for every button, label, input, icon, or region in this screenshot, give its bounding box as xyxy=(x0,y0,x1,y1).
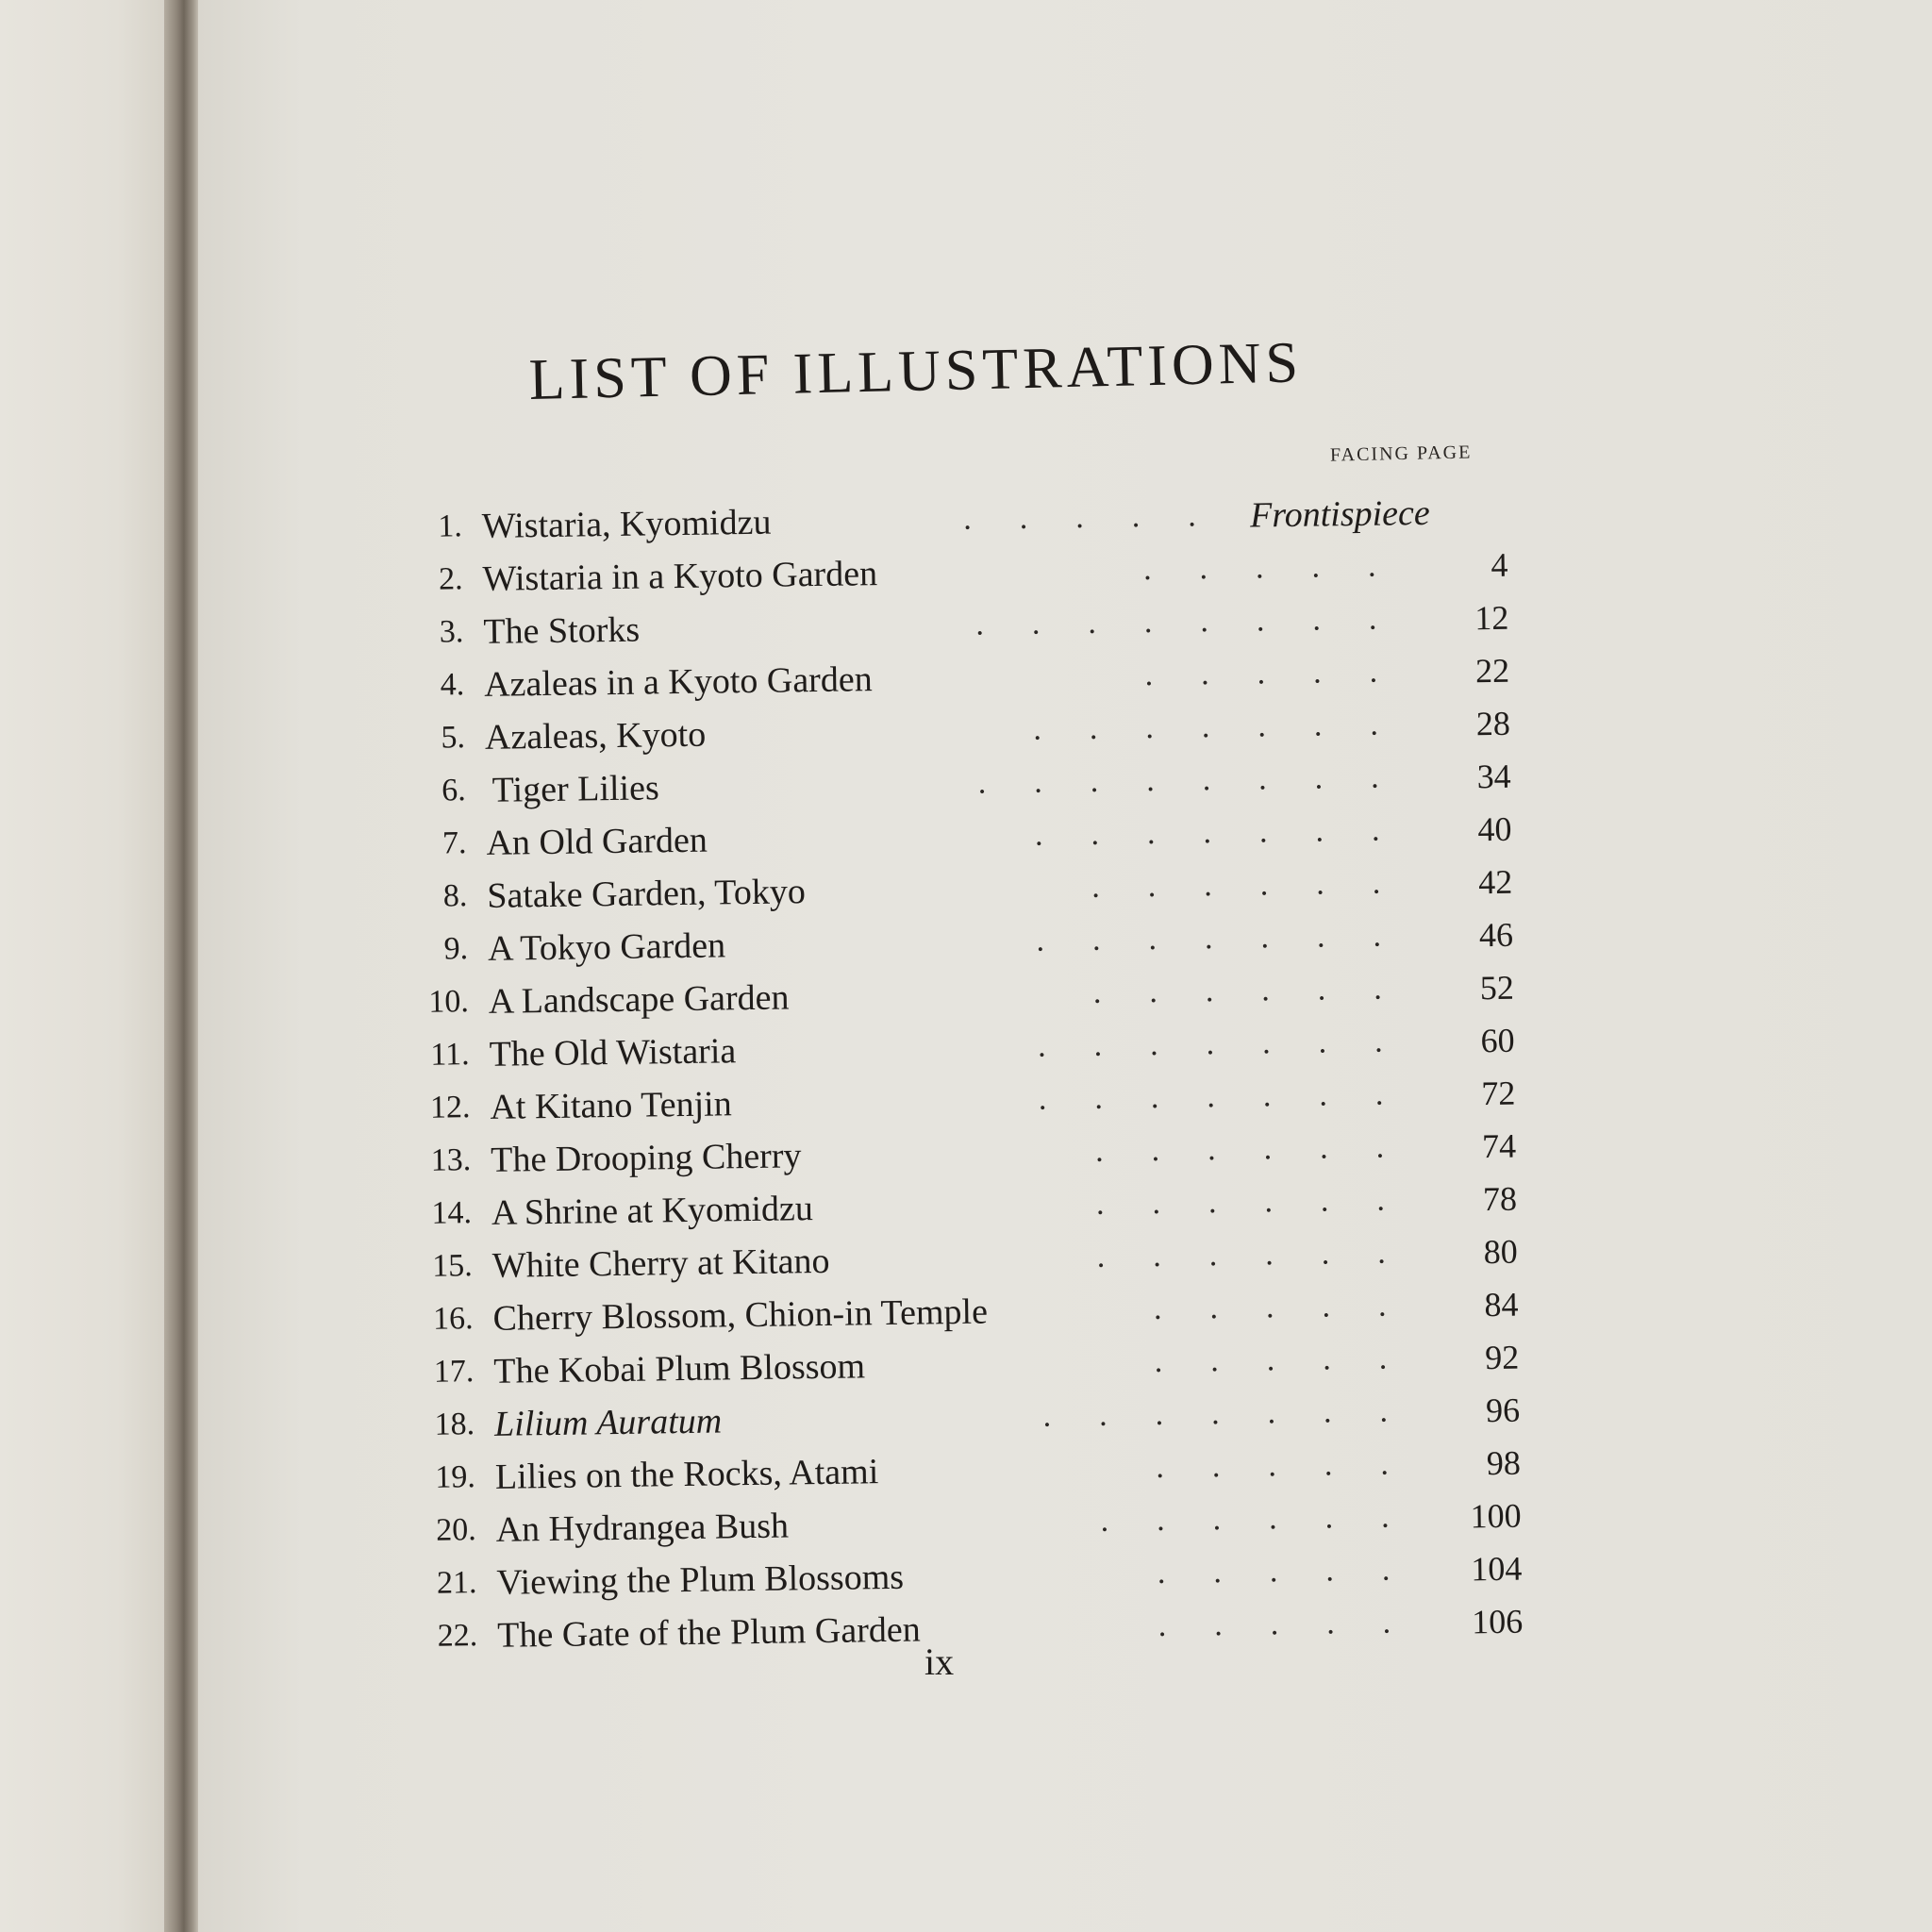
entry-page: 100 xyxy=(1470,1496,1522,1536)
entry-page: 98 xyxy=(1486,1443,1522,1483)
entry-title: Viewing the Plum Blossoms xyxy=(496,1557,905,1603)
entry-page: 28 xyxy=(1475,704,1511,743)
entry-number: 12. xyxy=(429,1090,471,1125)
entry-number: 2. xyxy=(438,561,463,597)
entry-page: 72 xyxy=(1481,1074,1516,1113)
entry-number: 10. xyxy=(428,984,470,1020)
entry-title: A Shrine at Kyomidzu xyxy=(491,1189,814,1233)
column-header: FACING PAGE xyxy=(1329,441,1473,466)
entry-title: An Hydrangea Bush xyxy=(495,1506,790,1550)
entry-title: Wistaria in a Kyoto Garden xyxy=(482,554,878,599)
dot-leader: . . . . . . xyxy=(1092,971,1383,1010)
entry-page: 40 xyxy=(1477,809,1512,849)
entry-page: 42 xyxy=(1477,862,1513,902)
entry-number: 4. xyxy=(440,667,465,703)
dot-leader: . . . . . . . xyxy=(1033,707,1379,747)
entry-title: The Kobai Plum Blossom xyxy=(493,1346,866,1391)
entry-title: An Old Garden xyxy=(486,820,708,863)
dot-leader: . . . . . . . . xyxy=(977,759,1379,801)
entry-number: 3. xyxy=(439,614,464,650)
entry-title: Tiger Lilies xyxy=(491,768,660,810)
entry-page: 96 xyxy=(1485,1391,1521,1430)
entry-title: The Gate of the Plum Garden xyxy=(496,1609,921,1656)
dot-leader: . . . . . . . xyxy=(1038,1076,1384,1117)
entry-title: Satake Garden, Tokyo xyxy=(487,872,807,916)
dot-leader: . . . . . xyxy=(1153,1288,1387,1327)
entry-number: 19. xyxy=(435,1459,476,1495)
dot-leader: . . . . . . xyxy=(1100,1499,1390,1539)
entry-number: 15. xyxy=(432,1248,474,1284)
entry-page: 60 xyxy=(1480,1021,1515,1060)
dot-leader: . . . . . . . xyxy=(1037,1024,1383,1064)
entry-title: The Drooping Cherry xyxy=(490,1136,802,1180)
entry-page: 74 xyxy=(1481,1126,1517,1166)
dot-leader: . . . . . . xyxy=(1091,865,1381,905)
dot-leader: . . . . . xyxy=(1156,1446,1390,1486)
entry-title: At Kitano Tenjin xyxy=(490,1084,732,1127)
entry-page: 22 xyxy=(1474,651,1510,691)
page-title: LIST OF ILLUSTRATIONS xyxy=(528,330,1304,412)
entry-number: 7. xyxy=(441,825,467,861)
entry-page: 78 xyxy=(1482,1179,1518,1219)
entry-title: Cherry Blossom, Chion-in Temple xyxy=(492,1291,989,1339)
dot-leader: . . . . . xyxy=(1154,1341,1388,1380)
dot-leader: . . . . . xyxy=(1142,548,1376,588)
entry-number: 11. xyxy=(430,1037,470,1073)
entry-title: The Storks xyxy=(483,609,641,652)
entry-number: 21. xyxy=(436,1565,477,1601)
entry-title: Wistaria, Kyomidzu xyxy=(481,502,772,546)
dot-leader: . . . . . xyxy=(1157,1552,1391,1591)
entry-page: 106 xyxy=(1471,1602,1524,1641)
entry-page: Frontispiece xyxy=(1249,492,1431,536)
entry-number: 16. xyxy=(432,1301,474,1337)
entry-page: 4 xyxy=(1491,545,1508,584)
entry-page: 80 xyxy=(1483,1232,1518,1272)
entry-number: 6. xyxy=(441,773,467,808)
dot-leader: . . . . . xyxy=(1144,654,1378,693)
entry-number: 14. xyxy=(431,1195,473,1231)
entry-title: A Landscape Garden xyxy=(488,977,790,1022)
entry-title: The Old Wistaria xyxy=(489,1031,737,1074)
dot-leader: . . . . . . xyxy=(1094,1129,1385,1169)
entry-page: 34 xyxy=(1476,757,1511,796)
dot-leader: . . . . . xyxy=(1158,1605,1391,1644)
entry-title: Lilium Auratum xyxy=(493,1401,723,1444)
entry-number: 5. xyxy=(441,720,466,756)
entry-page: 84 xyxy=(1484,1285,1519,1324)
dot-leader: . . . . . . xyxy=(1096,1235,1386,1274)
entry-number: 13. xyxy=(430,1142,472,1178)
page-folio: ix xyxy=(924,1641,955,1683)
entry-number: 20. xyxy=(435,1512,476,1548)
entry-page: 92 xyxy=(1484,1338,1520,1377)
entry-page: 12 xyxy=(1474,598,1509,638)
entry-page: 46 xyxy=(1478,915,1514,955)
dot-leader: . . . . . . . xyxy=(1036,918,1382,958)
dot-leader: . . . . . xyxy=(963,498,1197,537)
entry-number: 1. xyxy=(438,508,463,544)
entry-title: Azaleas in a Kyoto Garden xyxy=(483,659,873,705)
entry-number: 17. xyxy=(433,1354,475,1390)
entry-number: 9. xyxy=(443,931,469,967)
entry-title: Lilies on the Rocks, Atami xyxy=(494,1452,879,1497)
dot-leader: . . . . . . . . xyxy=(975,601,1377,642)
dot-leader: . . . . . . xyxy=(1095,1182,1386,1222)
entry-page: 52 xyxy=(1479,968,1515,1008)
entry-number: 8. xyxy=(442,878,468,914)
entry-page: 104 xyxy=(1471,1549,1523,1589)
entry-title: A Tokyo Garden xyxy=(487,925,726,969)
entry-title: White Cherry at Kitano xyxy=(491,1241,830,1286)
entry-number: 18. xyxy=(434,1407,475,1442)
dot-leader: . . . . . . . xyxy=(1034,812,1380,853)
entry-number: 22. xyxy=(437,1618,478,1654)
dot-leader: . . . . . . . xyxy=(1042,1393,1389,1434)
entry-title: Azaleas, Kyoto xyxy=(484,714,707,758)
